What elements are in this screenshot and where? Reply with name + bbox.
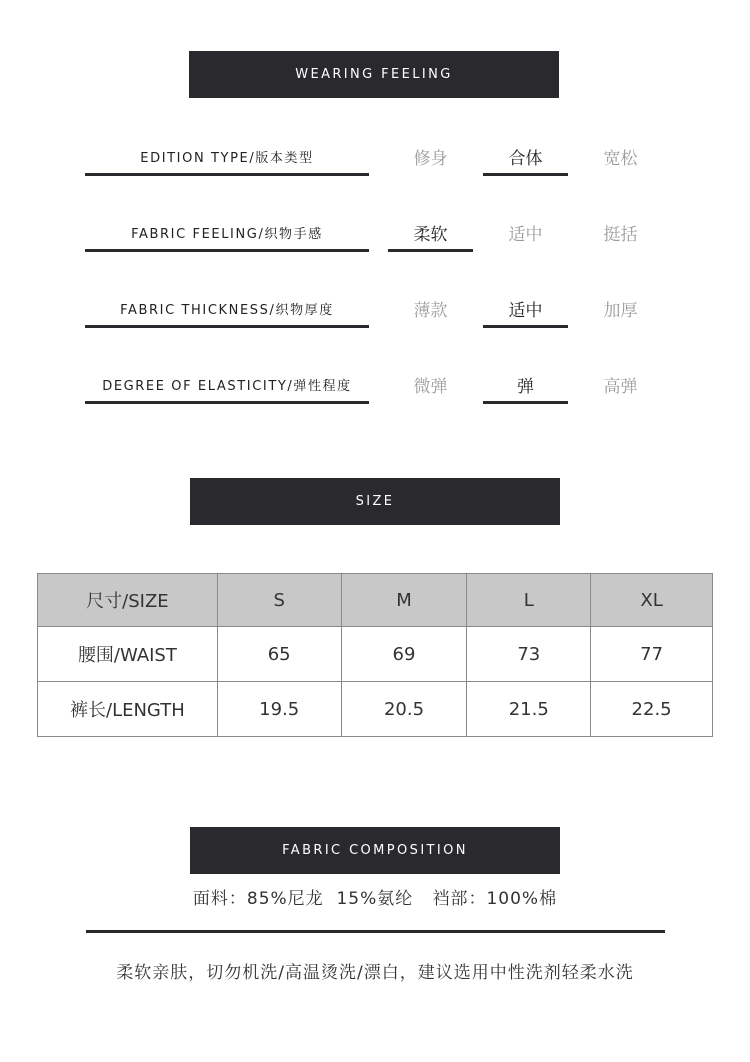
composition-text: 面料：85%尼龙 15%氨纶 裆部：100%棉 [192, 889, 558, 909]
edition-type-option-1: 修身 [413, 148, 448, 169]
fabric-thickness-label: FABRIC THICKNESS/织物厚度 [85, 291, 369, 328]
fabric-thickness-option-2-selected: 适中 [483, 291, 568, 328]
size-header-xl: XL [591, 574, 713, 627]
elasticity-label: DEGREE OF ELASTICITY/弹性程度 [85, 367, 369, 404]
table-row [38, 682, 713, 737]
waist-s: 65 [217, 627, 341, 682]
fabric-composition-title: FABRIC COMPOSITION [282, 843, 468, 858]
length-m: 20.5 [341, 682, 467, 737]
waist-m: 69 [341, 627, 467, 682]
length-s: 19.5 [217, 682, 341, 737]
size-header-label: 尺寸/SIZE [38, 574, 218, 627]
size-table-header-row [38, 574, 713, 627]
edition-type-label: EDITION TYPE/版本类型 [85, 139, 369, 176]
elasticity-option-2-selected: 弹 [483, 367, 568, 404]
fabric-feeling-option-3: 挺括 [603, 224, 638, 245]
length-l: 21.5 [467, 682, 591, 737]
edition-type-option-2-selected: 合体 [483, 139, 568, 176]
care-instructions: 柔软亲肤，切勿机洗/高温烫洗/漂白，建议选用中性洗剂轻柔水洗 [116, 963, 634, 983]
fabric-thickness-option-1: 薄款 [413, 300, 448, 321]
length-xl: 22.5 [591, 682, 713, 737]
size-header-s: S [217, 574, 341, 627]
table-row [38, 627, 713, 682]
size-title: SIZE [355, 494, 395, 509]
fabric-composition-banner [190, 827, 560, 874]
elasticity-option-1: 微弹 [413, 376, 448, 397]
fabric-feeling-option-2: 适中 [508, 224, 543, 245]
fabric-feeling-option-1-selected: 柔软 [388, 215, 473, 252]
waist-label: 腰围/WAIST [38, 627, 218, 682]
size-header-l: L [467, 574, 591, 627]
waist-xl: 77 [591, 627, 713, 682]
wearing-feeling-title: WEARING FEELING [295, 67, 453, 82]
size-header-m: M [341, 574, 467, 627]
divider [86, 930, 665, 933]
waist-l: 73 [467, 627, 591, 682]
fabric-thickness-option-3: 加厚 [603, 300, 638, 321]
length-label: 裤长/LENGTH [38, 682, 218, 737]
wearing-feeling-banner [189, 51, 559, 98]
size-table [37, 573, 713, 737]
elasticity-option-3: 高弹 [603, 376, 638, 397]
fabric-feeling-label: FABRIC FEELING/织物手感 [85, 215, 369, 252]
edition-type-option-3: 宽松 [603, 148, 638, 169]
size-banner [190, 478, 560, 525]
